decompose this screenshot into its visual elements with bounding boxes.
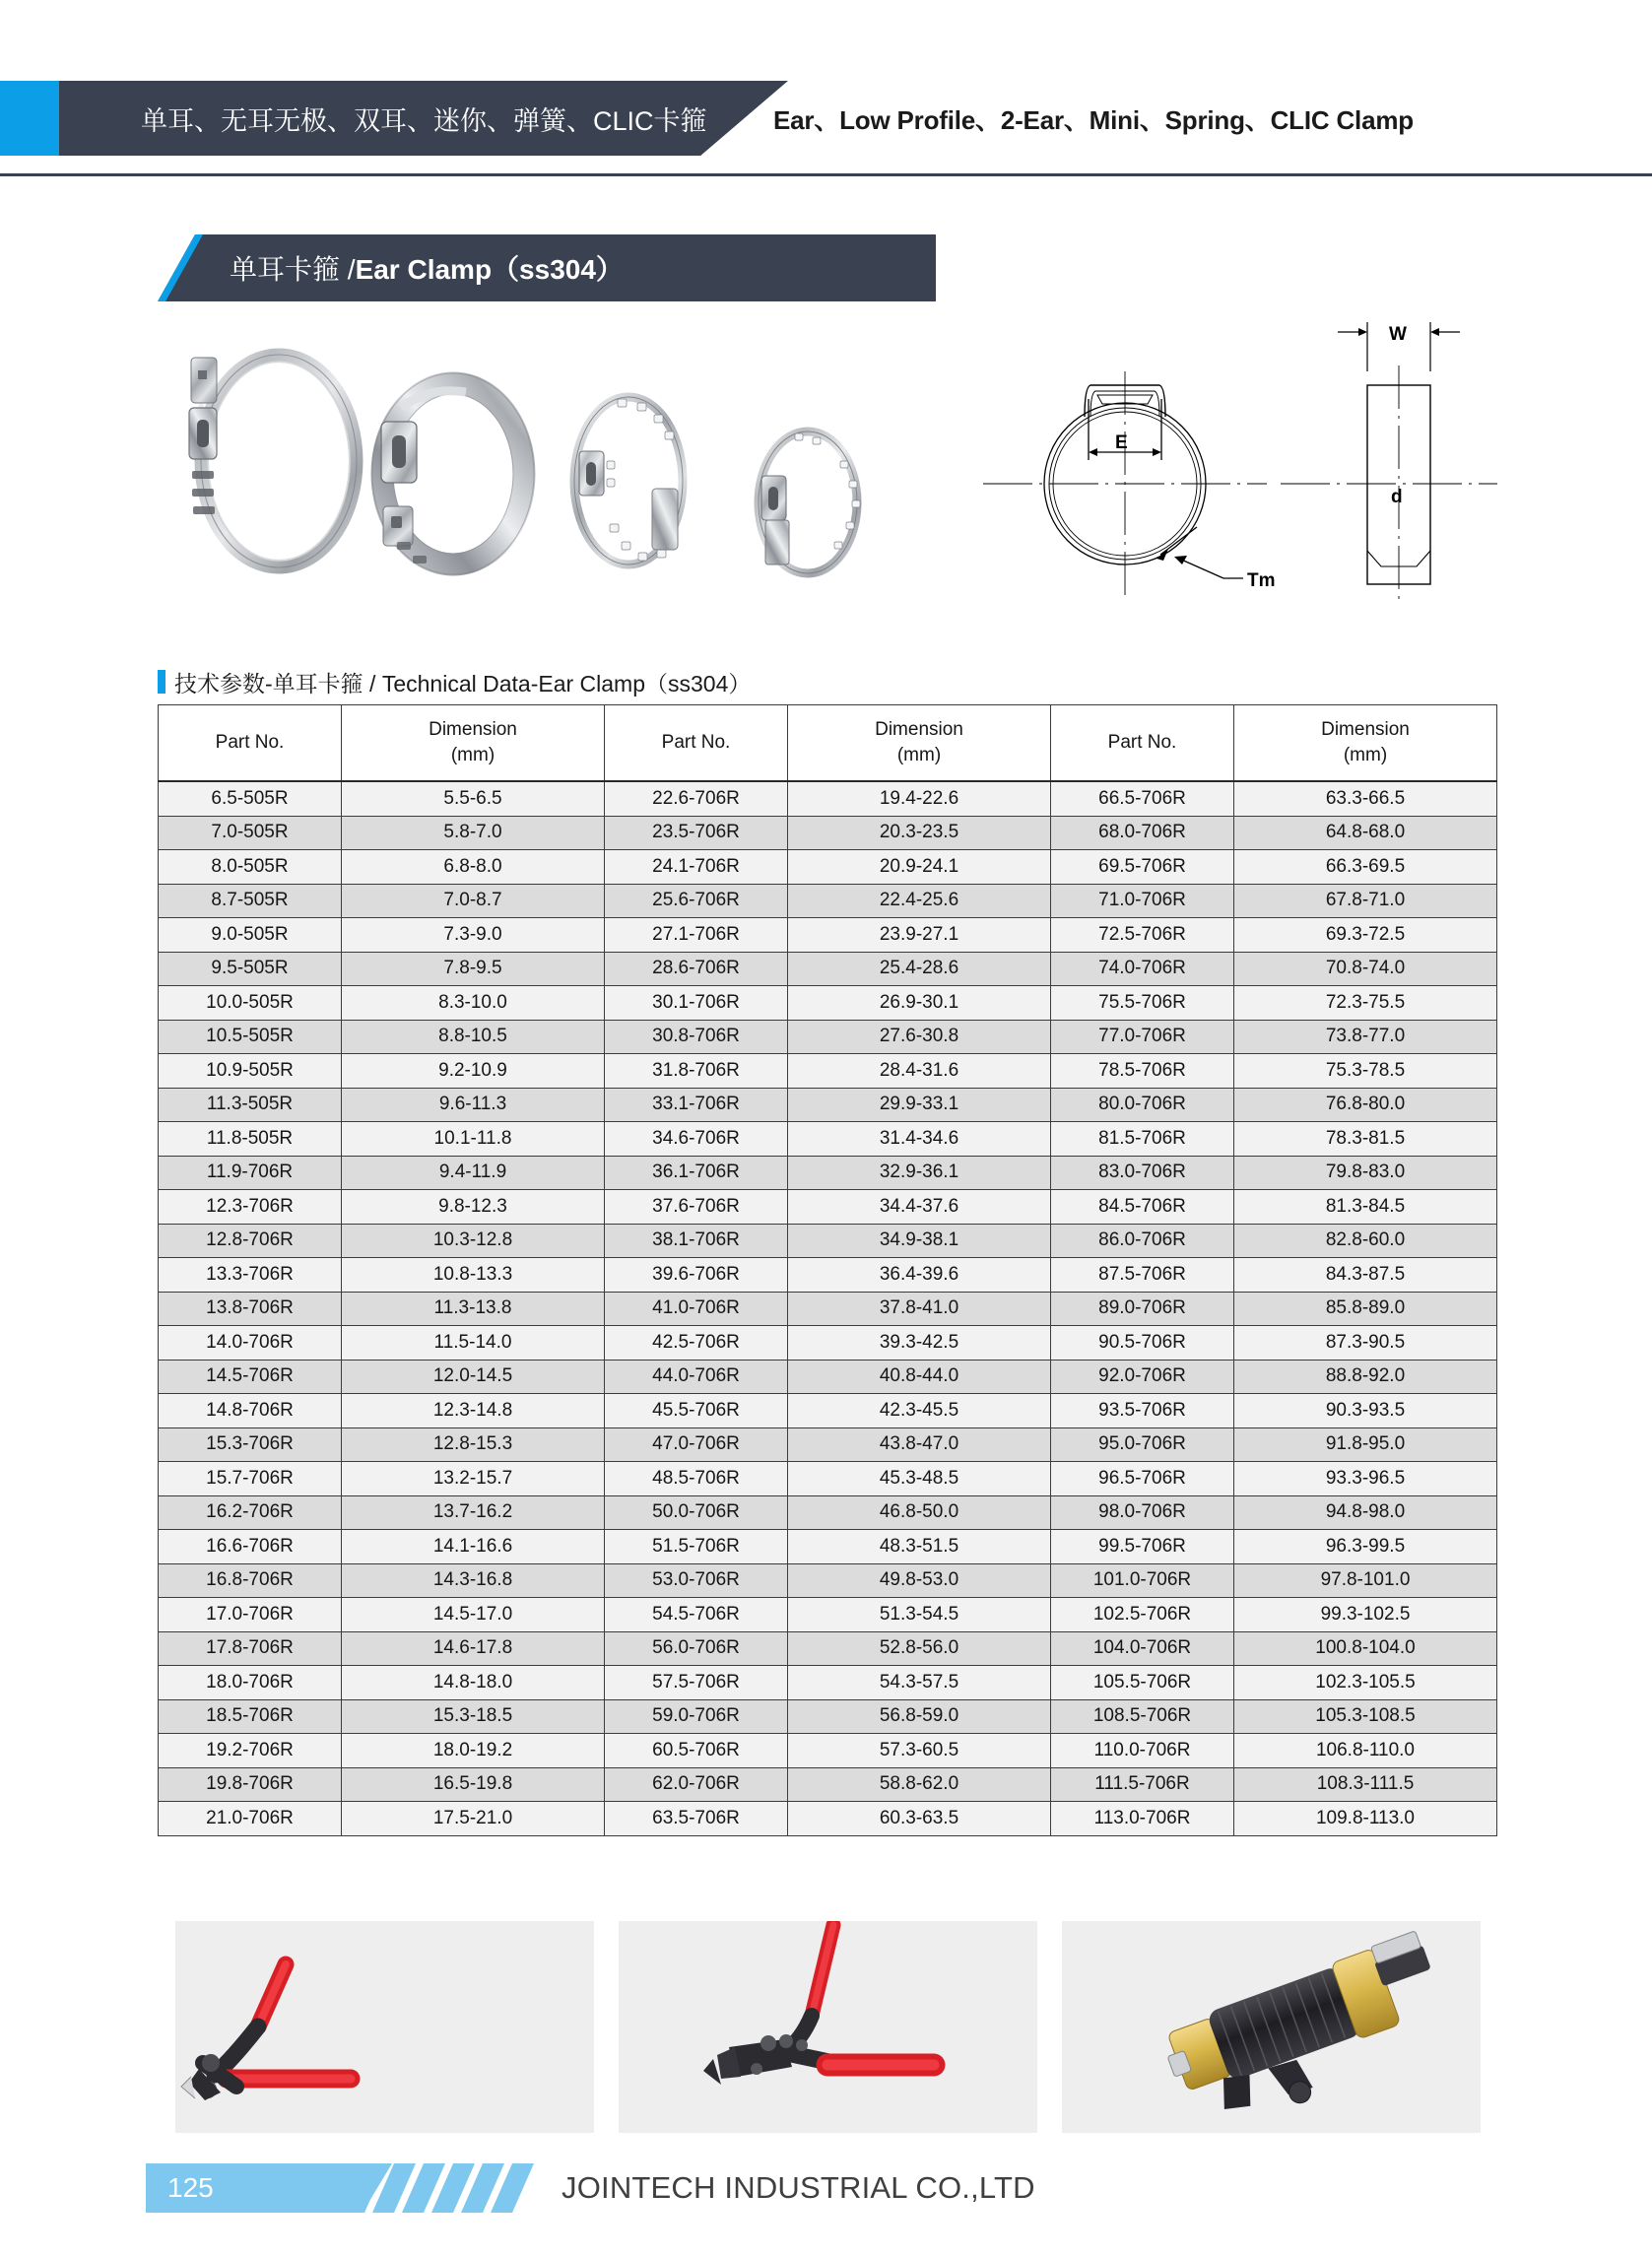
cell-part-no: 17.0-706R	[159, 1598, 342, 1632]
dimension-label-E: E	[1115, 432, 1128, 453]
cell-dimension: 66.3-69.5	[1234, 850, 1497, 885]
cell-dimension: 13.7-16.2	[342, 1495, 605, 1530]
cell-part-no: 74.0-706R	[1051, 952, 1234, 986]
cell-dimension: 51.3-54.5	[788, 1598, 1051, 1632]
banner-bottom-rule	[0, 173, 1652, 176]
cell-dimension: 57.3-60.5	[788, 1734, 1051, 1768]
header-line-2: (mm)	[450, 745, 496, 765]
cell-part-no: 63.5-706R	[605, 1802, 788, 1836]
cell-dimension: 94.8-98.0	[1234, 1495, 1497, 1530]
column-header-part-no-3	[1051, 705, 1234, 782]
cell-dimension: 34.4-37.6	[788, 1190, 1051, 1225]
cell-dimension: 16.5-19.8	[342, 1767, 605, 1802]
cell-part-no: 9.5-505R	[159, 952, 342, 986]
cell-part-no: 11.9-706R	[159, 1156, 342, 1190]
cell-dimension: 26.9-30.1	[788, 986, 1051, 1021]
cell-dimension: 97.8-101.0	[1234, 1563, 1497, 1598]
cell-dimension: 27.6-30.8	[788, 1020, 1051, 1054]
cell-dimension: 9.8-12.3	[342, 1190, 605, 1225]
table-row	[159, 1190, 1497, 1225]
cell-dimension: 69.3-72.5	[1234, 918, 1497, 953]
cell-part-no: 71.0-706R	[1051, 884, 1234, 918]
cell-part-no: 80.0-706R	[1051, 1088, 1234, 1122]
cell-dimension: 58.8-62.0	[788, 1767, 1051, 1802]
cell-dimension: 78.3-81.5	[1234, 1122, 1497, 1157]
table-body	[159, 781, 1497, 1835]
dimension-label-W: W	[1389, 324, 1407, 345]
cell-part-no: 10.9-505R	[159, 1054, 342, 1089]
cell-dimension: 10.8-13.3	[342, 1258, 605, 1293]
cell-dimension: 14.6-17.8	[342, 1631, 605, 1666]
cell-part-no: 14.0-706R	[159, 1326, 342, 1361]
cell-part-no: 92.0-706R	[1051, 1360, 1234, 1394]
footer-slash-decoration	[313, 2163, 560, 2213]
cell-dimension: 7.3-9.0	[342, 918, 605, 953]
cell-part-no: 101.0-706R	[1051, 1563, 1234, 1598]
cell-dimension: 13.2-15.7	[342, 1462, 605, 1496]
table-row	[159, 1394, 1497, 1428]
table-row	[159, 986, 1497, 1021]
cell-dimension: 96.3-99.5	[1234, 1530, 1497, 1564]
table-row	[159, 1020, 1497, 1054]
cell-dimension: 17.5-21.0	[342, 1802, 605, 1836]
ear-clamp-photo-1	[189, 355, 357, 567]
cell-part-no: 96.5-706R	[1051, 1462, 1234, 1496]
pneumatic-tool-svg	[1062, 1921, 1481, 2133]
heading-blue-marker	[158, 670, 165, 694]
cell-dimension: 9.2-10.9	[342, 1054, 605, 1089]
table-row	[159, 1699, 1497, 1734]
cell-part-no: 16.2-706R	[159, 1495, 342, 1530]
cell-part-no: 48.5-706R	[605, 1462, 788, 1496]
section-title-text	[230, 234, 624, 301]
cell-dimension: 36.4-39.6	[788, 1258, 1051, 1293]
cell-part-no: 84.5-706R	[1051, 1190, 1234, 1225]
banner-title-chinese: 单耳、无耳无极、双耳、迷你、弹簧、CLIC卡箍	[141, 105, 707, 136]
section-title-chinese: 单耳卡箍 /	[230, 254, 356, 285]
clamp-dimension-diagram-svg	[975, 291, 1507, 616]
cell-part-no: 24.1-706R	[605, 850, 788, 885]
cell-part-no: 54.5-706R	[605, 1598, 788, 1632]
banner-blue-accent	[0, 81, 59, 156]
tool-photo-pincer-long	[619, 1921, 1037, 2133]
cell-part-no: 31.8-706R	[605, 1054, 788, 1089]
header-line-1: Part No.	[1107, 732, 1177, 754]
cell-dimension: 9.4-11.9	[342, 1156, 605, 1190]
footer-company-name: JOINTECH INDUSTRIAL CO.,LTD	[562, 2170, 1035, 2205]
table-row	[159, 850, 1497, 885]
cell-part-no: 56.0-706R	[605, 1631, 788, 1666]
cell-part-no: 13.8-706R	[159, 1292, 342, 1326]
cell-part-no: 104.0-706R	[1051, 1631, 1234, 1666]
cell-dimension: 14.5-17.0	[342, 1598, 605, 1632]
cell-dimension: 99.3-102.5	[1234, 1598, 1497, 1632]
column-header-dimension-3	[1234, 705, 1497, 782]
cell-part-no: 10.0-505R	[159, 986, 342, 1021]
cell-part-no: 7.0-505R	[159, 816, 342, 850]
cell-dimension: 105.3-108.5	[1234, 1699, 1497, 1734]
cell-part-no: 19.8-706R	[159, 1767, 342, 1802]
cell-part-no: 42.5-706R	[605, 1326, 788, 1361]
page-banner	[0, 81, 1652, 156]
cell-dimension: 20.3-23.5	[788, 816, 1051, 850]
cell-dimension: 37.8-41.0	[788, 1292, 1051, 1326]
cell-dimension: 22.4-25.6	[788, 884, 1051, 918]
cell-dimension: 10.3-12.8	[342, 1224, 605, 1258]
tool-photo-pneumatic	[1062, 1921, 1481, 2133]
cell-dimension: 85.8-89.0	[1234, 1292, 1497, 1326]
specification-table-wrapper	[158, 704, 1497, 1836]
column-header-part-no-1	[159, 705, 342, 782]
cell-dimension: 81.3-84.5	[1234, 1190, 1497, 1225]
cell-part-no: 113.0-706R	[1051, 1802, 1234, 1836]
cell-part-no: 90.5-706R	[1051, 1326, 1234, 1361]
cell-part-no: 102.5-706R	[1051, 1598, 1234, 1632]
cell-part-no: 28.6-706R	[605, 952, 788, 986]
table-row	[159, 1292, 1497, 1326]
cell-part-no: 59.0-706R	[605, 1699, 788, 1734]
cell-part-no: 16.8-706R	[159, 1563, 342, 1598]
tool-photo-pincer	[175, 1921, 594, 2133]
cell-dimension: 8.8-10.5	[342, 1020, 605, 1054]
section-title-bar	[158, 234, 936, 301]
cell-part-no: 47.0-706R	[605, 1427, 788, 1462]
cell-dimension: 79.8-83.0	[1234, 1156, 1497, 1190]
cell-dimension: 60.3-63.5	[788, 1802, 1051, 1836]
cell-dimension: 75.3-78.5	[1234, 1054, 1497, 1089]
table-row	[159, 1427, 1497, 1462]
cell-dimension: 32.9-36.1	[788, 1156, 1051, 1190]
cell-part-no: 57.5-706R	[605, 1666, 788, 1700]
cell-dimension: 87.3-90.5	[1234, 1326, 1497, 1361]
cell-dimension: 11.3-13.8	[342, 1292, 605, 1326]
cell-dimension: 106.8-110.0	[1234, 1734, 1497, 1768]
footer-slashes-svg	[313, 2163, 560, 2213]
cell-dimension: 20.9-24.1	[788, 850, 1051, 885]
cell-dimension: 7.8-9.5	[342, 952, 605, 986]
cell-dimension: 76.8-80.0	[1234, 1088, 1497, 1122]
ear-clamp-photos-svg	[172, 313, 921, 609]
table-row	[159, 1666, 1497, 1700]
cell-part-no: 16.6-706R	[159, 1530, 342, 1564]
cell-part-no: 15.7-706R	[159, 1462, 342, 1496]
cell-dimension: 31.4-34.6	[788, 1122, 1051, 1157]
header-line-2: (mm)	[896, 745, 942, 765]
cell-part-no: 10.5-505R	[159, 1020, 342, 1054]
cell-part-no: 23.5-706R	[605, 816, 788, 850]
table-row	[159, 1495, 1497, 1530]
table-row	[159, 918, 1497, 953]
cell-part-no: 11.8-505R	[159, 1122, 342, 1157]
cell-part-no: 75.5-706R	[1051, 986, 1234, 1021]
cell-dimension: 34.9-38.1	[788, 1224, 1051, 1258]
technical-drawing	[975, 291, 1507, 616]
cell-part-no: 62.0-706R	[605, 1767, 788, 1802]
column-header-part-no-2	[605, 705, 788, 782]
page-footer	[0, 2163, 1652, 2228]
column-header-dimension-2	[788, 705, 1051, 782]
table-row	[159, 816, 1497, 850]
technical-data-heading-text: 技术参数-单耳卡箍 / Technical Data-Ear Clamp（ss304）	[174, 670, 752, 697]
ear-clamp-photo-3	[574, 397, 683, 564]
cell-part-no: 18.5-706R	[159, 1699, 342, 1734]
cell-dimension: 14.8-18.0	[342, 1666, 605, 1700]
cell-part-no: 50.0-706R	[605, 1495, 788, 1530]
cell-dimension: 18.0-19.2	[342, 1734, 605, 1768]
cell-dimension: 5.8-7.0	[342, 816, 605, 850]
cell-dimension: 15.3-18.5	[342, 1699, 605, 1734]
cell-part-no: 86.0-706R	[1051, 1224, 1234, 1258]
table-row	[159, 884, 1497, 918]
cell-dimension: 49.8-53.0	[788, 1563, 1051, 1598]
table-row	[159, 1122, 1497, 1157]
cell-part-no: 89.0-706R	[1051, 1292, 1234, 1326]
table-row	[159, 1563, 1497, 1598]
cell-part-no: 108.5-706R	[1051, 1699, 1234, 1734]
cell-dimension: 73.8-77.0	[1234, 1020, 1497, 1054]
cell-dimension: 39.3-42.5	[788, 1326, 1051, 1361]
cell-part-no: 18.0-706R	[159, 1666, 342, 1700]
cell-part-no: 15.3-706R	[159, 1427, 342, 1462]
cell-dimension: 63.3-66.5	[1234, 781, 1497, 816]
cell-dimension: 9.6-11.3	[342, 1088, 605, 1122]
table-row	[159, 1360, 1497, 1394]
dimension-label-Tm: Tm	[1247, 570, 1276, 591]
header-line-1: Dimension	[1321, 719, 1410, 741]
cell-part-no: 13.3-706R	[159, 1258, 342, 1293]
table-row	[159, 1631, 1497, 1666]
cell-part-no: 38.1-706R	[605, 1224, 788, 1258]
table-header-row	[159, 705, 1497, 782]
cell-part-no: 11.3-505R	[159, 1088, 342, 1122]
cell-part-no: 8.0-505R	[159, 850, 342, 885]
cell-dimension: 5.5-6.5	[342, 781, 605, 816]
cell-part-no: 95.0-706R	[1051, 1427, 1234, 1462]
cell-dimension: 108.3-111.5	[1234, 1767, 1497, 1802]
cell-part-no: 110.0-706R	[1051, 1734, 1234, 1768]
cell-part-no: 60.5-706R	[605, 1734, 788, 1768]
cell-dimension: 14.3-16.8	[342, 1563, 605, 1598]
cell-dimension: 52.8-56.0	[788, 1631, 1051, 1666]
ear-clamp-photo-2	[372, 373, 534, 574]
cell-dimension: 102.3-105.5	[1234, 1666, 1497, 1700]
cell-part-no: 72.5-706R	[1051, 918, 1234, 953]
cell-part-no: 68.0-706R	[1051, 816, 1234, 850]
cell-dimension: 67.8-71.0	[1234, 884, 1497, 918]
cell-dimension: 11.5-14.0	[342, 1326, 605, 1361]
tool-photo-group	[175, 1921, 1481, 2133]
cell-part-no: 111.5-706R	[1051, 1767, 1234, 1802]
cell-part-no: 8.7-505R	[159, 884, 342, 918]
cell-dimension: 29.9-33.1	[788, 1088, 1051, 1122]
cell-part-no: 30.1-706R	[605, 986, 788, 1021]
cell-dimension: 25.4-28.6	[788, 952, 1051, 986]
table-row	[159, 1767, 1497, 1802]
table-row	[159, 952, 1497, 986]
cell-part-no: 12.3-706R	[159, 1190, 342, 1225]
cell-dimension: 45.3-48.5	[788, 1462, 1051, 1496]
cell-dimension: 12.8-15.3	[342, 1427, 605, 1462]
cell-part-no: 34.6-706R	[605, 1122, 788, 1157]
cell-part-no: 93.5-706R	[1051, 1394, 1234, 1428]
table-row	[159, 1326, 1497, 1361]
cell-dimension: 12.0-14.5	[342, 1360, 605, 1394]
cell-part-no: 45.5-706R	[605, 1394, 788, 1428]
header-line-1: Dimension	[875, 719, 963, 741]
table-row	[159, 1054, 1497, 1089]
cell-dimension: 14.1-16.6	[342, 1530, 605, 1564]
cell-dimension: 43.8-47.0	[788, 1427, 1051, 1462]
cell-part-no: 87.5-706R	[1051, 1258, 1234, 1293]
table-row	[159, 781, 1497, 816]
cell-dimension: 88.8-92.0	[1234, 1360, 1497, 1394]
cell-part-no: 98.0-706R	[1051, 1495, 1234, 1530]
cell-dimension: 46.8-50.0	[788, 1495, 1051, 1530]
cell-part-no: 69.5-706R	[1051, 850, 1234, 885]
cell-part-no: 33.1-706R	[605, 1088, 788, 1122]
cell-part-no: 19.2-706R	[159, 1734, 342, 1768]
header-line-1: Dimension	[429, 719, 517, 741]
cell-dimension: 12.3-14.8	[342, 1394, 605, 1428]
cell-dimension: 40.8-44.0	[788, 1360, 1051, 1394]
technical-data-heading	[158, 666, 751, 697]
cell-dimension: 100.8-104.0	[1234, 1631, 1497, 1666]
cell-part-no: 77.0-706R	[1051, 1020, 1234, 1054]
header-line-2: (mm)	[1343, 745, 1388, 765]
section-title-english: Ear Clamp（ss304）	[355, 254, 624, 285]
cell-part-no: 22.6-706R	[605, 781, 788, 816]
cell-dimension: 28.4-31.6	[788, 1054, 1051, 1089]
header-line-1: Part No.	[661, 732, 731, 754]
table-row	[159, 1802, 1497, 1836]
cell-part-no: 83.0-706R	[1051, 1156, 1234, 1190]
cell-part-no: 14.8-706R	[159, 1394, 342, 1428]
header-line-1: Part No.	[215, 732, 285, 754]
cell-part-no: 36.1-706R	[605, 1156, 788, 1190]
cell-dimension: 56.8-59.0	[788, 1699, 1051, 1734]
cell-dimension: 19.4-22.6	[788, 781, 1051, 816]
cell-dimension: 70.8-74.0	[1234, 952, 1497, 986]
cell-part-no: 37.6-706R	[605, 1190, 788, 1225]
cell-dimension: 6.8-8.0	[342, 850, 605, 885]
banner-title-english: Ear、Low Profile、2-Ear、Mini、Spring、CLIC Clamp	[773, 104, 1414, 135]
table-row	[159, 1088, 1497, 1122]
cell-part-no: 12.8-706R	[159, 1224, 342, 1258]
cell-part-no: 14.5-706R	[159, 1360, 342, 1394]
table-row	[159, 1224, 1497, 1258]
cell-part-no: 105.5-706R	[1051, 1666, 1234, 1700]
cell-dimension: 8.3-10.0	[342, 986, 605, 1021]
cell-dimension: 82.8-60.0	[1234, 1224, 1497, 1258]
cell-dimension: 91.8-95.0	[1234, 1427, 1497, 1462]
long-handle-tool-svg	[619, 1921, 1037, 2133]
cell-part-no: 53.0-706R	[605, 1563, 788, 1598]
cell-part-no: 99.5-706R	[1051, 1530, 1234, 1564]
cell-part-no: 41.0-706R	[605, 1292, 788, 1326]
cell-part-no: 39.6-706R	[605, 1258, 788, 1293]
cell-part-no: 44.0-706R	[605, 1360, 788, 1394]
ear-clamp-photo-4	[759, 431, 860, 573]
cell-dimension: 23.9-27.1	[788, 918, 1051, 953]
cell-dimension: 10.1-11.8	[342, 1122, 605, 1157]
column-header-dimension-1	[342, 705, 605, 782]
cell-part-no: 51.5-706R	[605, 1530, 788, 1564]
cell-part-no: 81.5-706R	[1051, 1122, 1234, 1157]
table-row	[159, 1598, 1497, 1632]
cell-part-no: 21.0-706R	[159, 1802, 342, 1836]
cell-dimension: 64.8-68.0	[1234, 816, 1497, 850]
dimension-label-d: d	[1391, 487, 1403, 507]
footer-page-number: 125	[167, 2172, 214, 2203]
cell-part-no: 17.8-706R	[159, 1631, 342, 1666]
cell-dimension: 7.0-8.7	[342, 884, 605, 918]
specification-table	[158, 704, 1497, 1836]
cell-dimension: 48.3-51.5	[788, 1530, 1051, 1564]
cell-part-no: 30.8-706R	[605, 1020, 788, 1054]
cell-dimension: 72.3-75.5	[1234, 986, 1497, 1021]
table-row	[159, 1156, 1497, 1190]
table-row	[159, 1734, 1497, 1768]
cell-part-no: 78.5-706R	[1051, 1054, 1234, 1089]
pincer-tool-svg	[175, 1921, 594, 2133]
cell-part-no: 66.5-706R	[1051, 781, 1234, 816]
cell-dimension: 54.3-57.5	[788, 1666, 1051, 1700]
cell-part-no: 6.5-505R	[159, 781, 342, 816]
cell-dimension: 93.3-96.5	[1234, 1462, 1497, 1496]
table-row	[159, 1258, 1497, 1293]
cell-dimension: 84.3-87.5	[1234, 1258, 1497, 1293]
cell-dimension: 42.3-45.5	[788, 1394, 1051, 1428]
table-head	[159, 705, 1497, 782]
cell-part-no: 9.0-505R	[159, 918, 342, 953]
table-row	[159, 1530, 1497, 1564]
product-photo-group	[172, 313, 921, 609]
cell-part-no: 25.6-706R	[605, 884, 788, 918]
cell-dimension: 90.3-93.5	[1234, 1394, 1497, 1428]
table-row	[159, 1462, 1497, 1496]
cell-dimension: 109.8-113.0	[1234, 1802, 1497, 1836]
cell-part-no: 27.1-706R	[605, 918, 788, 953]
